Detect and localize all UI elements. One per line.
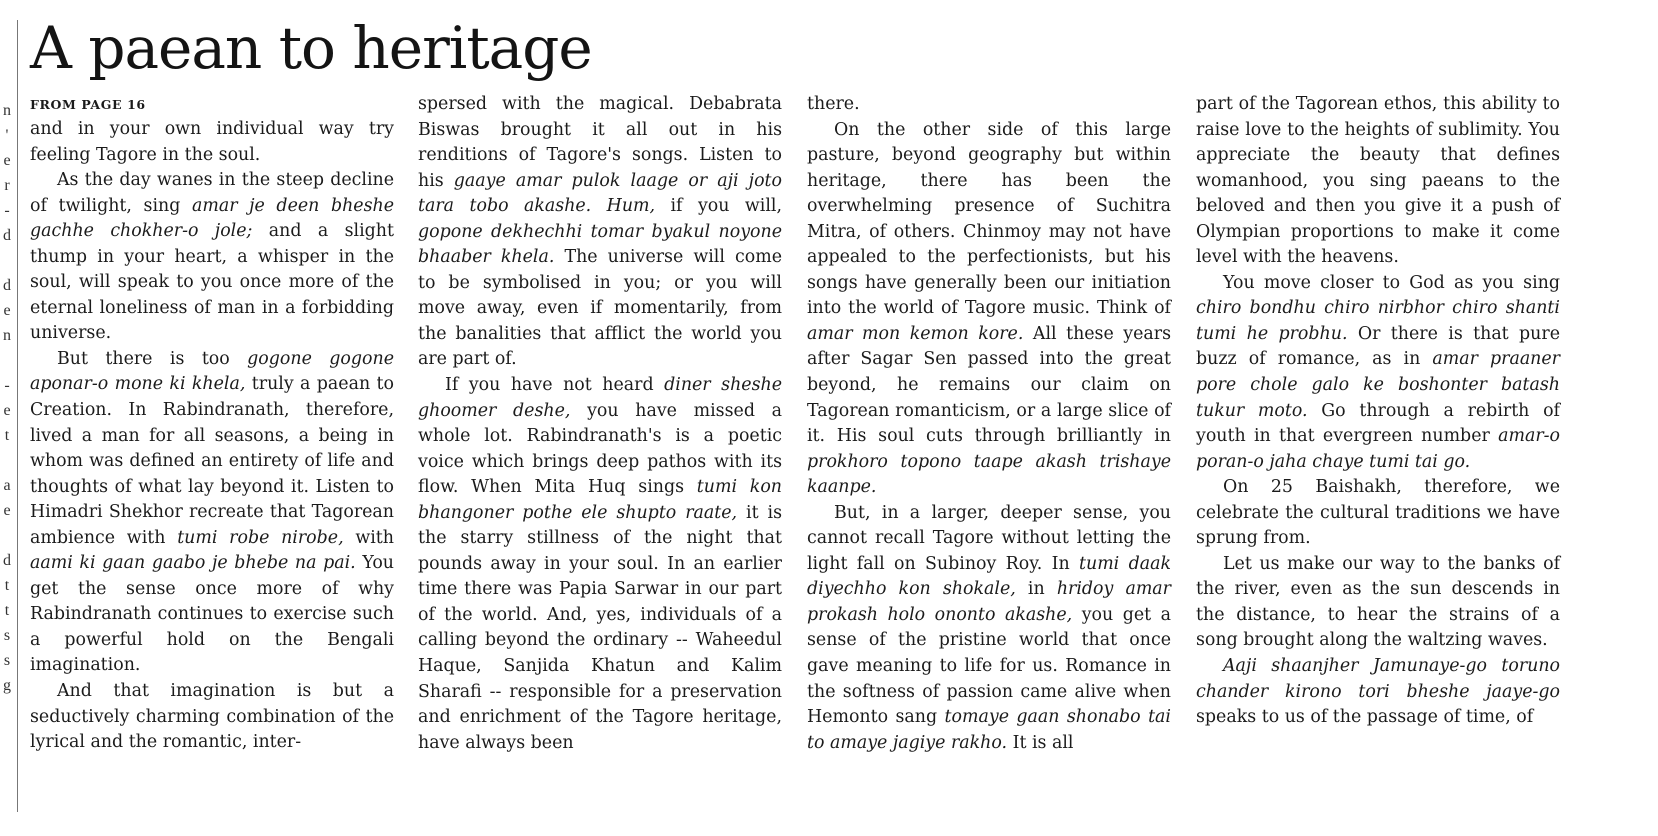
paragraph: But, in a larger, deeper sense, you cannot recall Tagore without letting the light fall on Subinoy Roy. In tumi daak diyechho kon shokale, in hridoy amar prokash holo ononto akashe, you get a sense of the pristine world that once gave meaning to life for us. Romance in the softness of passion came alive when Hemonto sang tomaye gaan shonabo tai to amaye jagiye rakho. It is all [807,502,1171,753]
fragment-letter: d [3,277,11,294]
fragment-letter: e [3,502,11,519]
fragment-letter: a [3,477,11,494]
paragraph: You move closer to God as you sing chiro bondhu chiro nirbhor chiro shanti tumi he probhu. Or there is that pure buzz of romance, as in amar praaner pore chole galo ke boshonter batash tukur moto. Go through a rebirth of youth in that evergreen number amar-o poran-o jaha chaye tumi tai go. [1196,272,1560,472]
fragment-letter: n [3,102,11,119]
fragment-letter: e [3,152,11,169]
fragment-letter: r [4,177,10,194]
paragraph: part of the Tagorean ethos, this ability to raise love to the heights of sublimity. You appreciate the beauty that defines womanhood, you sing paeans to the beloved and then you give it a push of Olympian proportions to make it come level with the heavens. [1196,94,1560,268]
paragraph: As the day wanes in the steep decline of twilight, sing amar je deen bheshe gachhe chokher-o jole; and a slight thump in your heart, a whisper in the soul, will speak to you once more of the eternal loneliness of man in a forbidding universe. [30,170,394,344]
headline: A paean to heritage [30,14,592,82]
column-rule [17,20,18,812]
fragment-letter: d [3,552,11,569]
fragment-letter [0,448,14,473]
paragraph: Aaji shaanjher Jamunaye-go toruno chander kirono tori bheshe jaaye-go speaks to us of the passage of time, of [1196,656,1560,728]
article-column-3 [807,92,1171,756]
fragment-letter: n [3,327,11,344]
paragraph: Let us make our way to the banks of the river, even as the sun descends in the distance, to hear the strains of a song brought along the waltzing waves. [1196,553,1560,651]
article-column-2 [418,92,782,756]
fragment-letter: s [3,627,11,644]
paragraph: On 25 Baishakh, therefore, we celebrate the cultural traditions we have sprung from. [1196,477,1560,549]
fragment-letter [0,248,14,273]
fragment-letter: t [4,577,10,594]
fragment-letter: s [3,652,11,669]
fragment-letter: g [3,677,11,694]
fragment-letter: e [3,402,11,419]
paragraph: spersed with the magical. Debabrata Biswas brought it all out in his renditions of Tagore's songs. Listen to his gaaye amar pulok laage or aji joto tara tobo akashe. Hum, if you will, gopone dekhechhi tomar byakul noyone bhaaber khela. The universe will come to be symbolised in you; or you will move away, even if momentarily, from the banalities that afflict the world you are part of. [418,94,782,370]
paragraph: If you have not heard diner sheshe ghoomer deshe, you have missed a whole lot. Rabindranath's is a poetic voice which brings deep pathos with its flow. When Mita Huq sings tumi kon bhangoner pothe ele shupto raate, it is the starry stillness of the night that pounds away in your soul. In an earlier time there was Papia Sarwar in our part of the world. And, yes, individuals of a calling beyond the ordinary -- Waheedul Haque, Sanjida Khatun and Kalim Sharafi -- responsible for a preservation and enrichment of the Tagore heritage, have always been [418,375,782,753]
fragment-letter: - [4,377,10,394]
fragment-letter: t [4,602,10,619]
previous-column-fragments [0,98,14,698]
fragment-letter [0,348,14,373]
fragment-letter: t [4,427,10,444]
paragraph: On the other side of this large pasture, beyond geography but within heritage, there has been the overwhelming presence of Suchitra Mitra, of others. Chinmoy may not have appealed to the perfectionists, but his songs have generally been our initiation into the world of Tagore music. Think of amar mon kemon kore. All these years after Sagar Sen passed into the great beyond, he remains our claim on Tagorean romanticism, or a large slice of it. His soul cuts through brilliantly in prokhoro topono taape akash trishaye kaanpe. [807,119,1172,498]
continuation-kicker: FROM PAGE 16 [30,97,146,112]
fragment-letter: d [3,227,11,244]
fragment-letter [0,523,14,548]
fragment-letter: - [4,202,10,219]
paragraph: And that imagination is but a seductively charming combination of the lyrical and the romantic, inter- [30,681,394,753]
article-column-1 [30,92,394,756]
paragraph: But there is too gogone gogone aponar-o mone ki khela, truly a paean to Creation. In Rabindranath, therefore, lived a man for all seasons, a being in whom was defined an entirety of life and thoughts of what lay beyond it. Listen to Himadri Shekhor recreate that Tagorean ambience with tumi robe nirobe, with aami ki gaan gaabo je bhebe na pai. You get the sense once more of why Rabindranath continues to exercise such a powerful hold on the Bengali imagination. [30,348,394,676]
paragraph: there. [807,94,860,114]
paragraph: and in your own individual way try feeling Tagore in the soul. [30,119,394,165]
article-column-4 [1196,92,1560,731]
fragment-letter: ' [5,127,9,144]
fragment-letter: e [3,302,11,319]
